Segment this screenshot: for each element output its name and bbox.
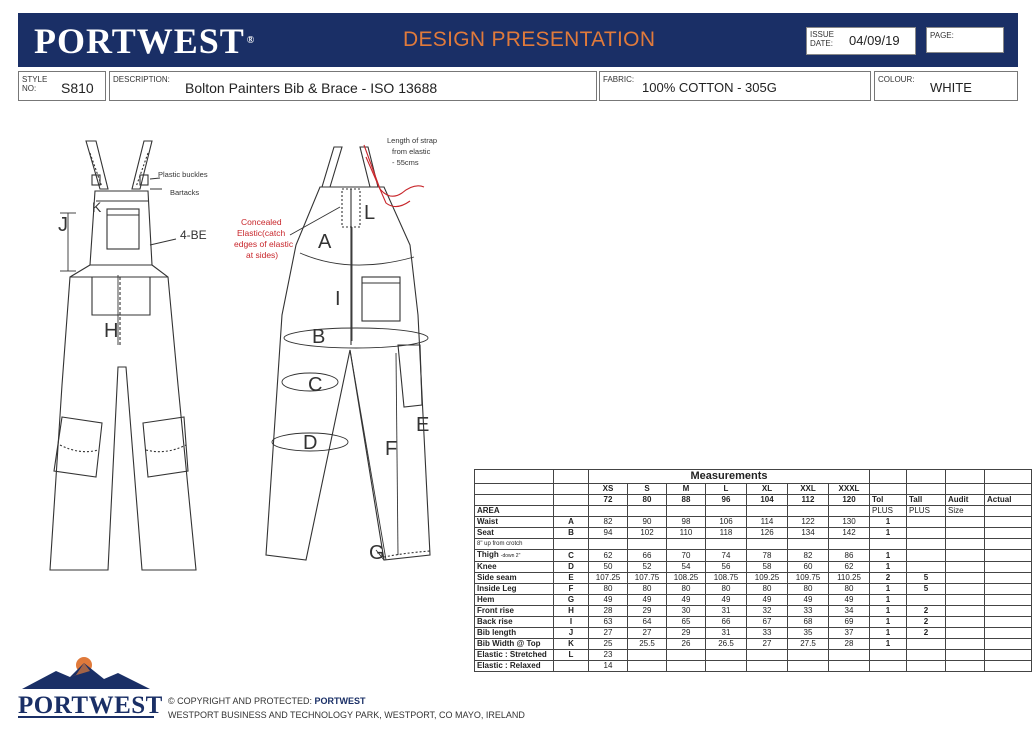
row-value: 28 xyxy=(829,639,870,650)
row-value xyxy=(747,661,788,672)
row-value xyxy=(788,661,829,672)
measure-g-label: G xyxy=(369,542,385,564)
row-tol: 2 xyxy=(870,573,907,584)
size-value: 96 xyxy=(706,495,747,506)
row-value: 142 xyxy=(829,528,870,539)
row-tol xyxy=(870,661,907,672)
row-value: 60 xyxy=(788,562,829,573)
row-value: 49 xyxy=(589,595,628,606)
row-tall: 2 xyxy=(907,606,946,617)
row-value: 86 xyxy=(829,550,870,562)
strap-length-label-3: - 55cms xyxy=(392,158,419,167)
row-code: F xyxy=(554,584,589,595)
table-row xyxy=(475,573,1032,584)
row-value: 102 xyxy=(628,528,667,539)
row-value: 94 xyxy=(589,528,628,539)
issue-date-label: ISSUE DATE: xyxy=(810,30,835,48)
row-value: 80 xyxy=(667,584,706,595)
row-value: 25 xyxy=(589,639,628,650)
measure-a-label: A xyxy=(318,231,332,253)
row-code: D xyxy=(554,562,589,573)
bartacks-label: Bartacks xyxy=(170,188,200,197)
measurements-table xyxy=(474,469,1032,672)
row-name: Thigh -down 2" xyxy=(475,550,554,562)
row-value xyxy=(628,661,667,672)
row-audit xyxy=(946,573,985,584)
row-actual xyxy=(985,617,1032,628)
row-tall xyxy=(907,562,946,573)
blank-cell xyxy=(554,470,589,484)
description-label: DESCRIPTION: xyxy=(113,75,170,84)
row-tol: 1 xyxy=(870,562,907,573)
row-value: 130 xyxy=(829,517,870,528)
row-name: Bib length xyxy=(475,628,554,639)
strap-length-label-2: from elastic xyxy=(392,147,431,156)
description-value: Bolton Painters Bib & Brace - ISO 13688 xyxy=(185,80,438,96)
row-code: C xyxy=(554,550,589,562)
row-name: Side seam xyxy=(475,573,554,584)
row-actual xyxy=(985,628,1032,639)
colour-box xyxy=(874,71,1018,101)
row-value: 90 xyxy=(628,517,667,528)
measure-d-label: D xyxy=(303,432,318,454)
row-value: 31 xyxy=(706,628,747,639)
row-tall: 5 xyxy=(907,573,946,584)
logo-text: PORTWEST xyxy=(34,21,245,61)
tall-plus-label: PLUS xyxy=(907,506,946,517)
row-value: 23 xyxy=(589,650,628,661)
row-tol: 1 xyxy=(870,628,907,639)
row-name: Knee xyxy=(475,562,554,573)
row-value: 34 xyxy=(829,606,870,617)
row-value xyxy=(706,661,747,672)
row-value: 80 xyxy=(829,584,870,595)
size-value: 112 xyxy=(788,495,829,506)
row-value: 29 xyxy=(667,628,706,639)
row-code: L xyxy=(554,650,589,661)
row-actual xyxy=(985,573,1032,584)
blank-cell xyxy=(554,539,589,550)
blank-cell xyxy=(554,495,589,506)
row-value: 126 xyxy=(747,528,788,539)
row-value: 106 xyxy=(706,517,747,528)
row-tall xyxy=(907,661,946,672)
row-name: Bib Width @ Top xyxy=(475,639,554,650)
row-value: 68 xyxy=(788,617,829,628)
row-audit xyxy=(946,639,985,650)
row-value: 32 xyxy=(747,606,788,617)
row-tall xyxy=(907,639,946,650)
measure-b-label: B xyxy=(312,326,326,348)
portwest-logo xyxy=(34,21,255,61)
row-name: Elastic : Relaxed xyxy=(475,661,554,672)
row-value: 66 xyxy=(628,550,667,562)
row-value: 110.25 xyxy=(829,573,870,584)
blank-cell xyxy=(788,506,829,517)
row-tall: 5 xyxy=(907,584,946,595)
row-audit xyxy=(946,517,985,528)
row-value: 35 xyxy=(788,628,829,639)
row-value: 30 xyxy=(667,606,706,617)
seat-note-row xyxy=(475,539,1032,550)
row-value: 26.5 xyxy=(706,639,747,650)
blank-cell xyxy=(788,539,829,550)
concealed-elastic-label-2: Elastic(catch xyxy=(237,228,286,238)
colour-value: WHITE xyxy=(930,80,972,95)
row-value: 98 xyxy=(667,517,706,528)
row-tol: 1 xyxy=(870,550,907,562)
row-value: 54 xyxy=(667,562,706,573)
row-value: 82 xyxy=(788,550,829,562)
row-value xyxy=(667,661,706,672)
blank-cell xyxy=(747,539,788,550)
size-label-row xyxy=(475,484,1032,495)
table-row xyxy=(475,584,1032,595)
row-value: 108.75 xyxy=(706,573,747,584)
size-value: 120 xyxy=(829,495,870,506)
row-audit xyxy=(946,584,985,595)
size-header: S xyxy=(628,484,667,495)
measure-i-label: I xyxy=(335,288,341,310)
row-name: Hem xyxy=(475,595,554,606)
size-header: L xyxy=(706,484,747,495)
row-actual xyxy=(985,562,1032,573)
blank-cell xyxy=(870,470,907,484)
row-value: 37 xyxy=(829,628,870,639)
size-value: 104 xyxy=(747,495,788,506)
row-value: 114 xyxy=(747,517,788,528)
header-banner xyxy=(18,13,1018,67)
row-tol: 1 xyxy=(870,517,907,528)
row-value: 65 xyxy=(667,617,706,628)
blank-cell xyxy=(870,539,907,550)
table-row xyxy=(475,606,1032,617)
blank-cell xyxy=(475,470,554,484)
row-tol: 1 xyxy=(870,639,907,650)
row-name: Elastic : Stretched xyxy=(475,650,554,661)
row-name: Inside Leg xyxy=(475,584,554,595)
row-note: -down 2" xyxy=(500,553,521,559)
row-actual xyxy=(985,528,1032,539)
row-value: 31 xyxy=(706,606,747,617)
row-value: 49 xyxy=(829,595,870,606)
blank-cell xyxy=(667,506,706,517)
row-tol: 1 xyxy=(870,528,907,539)
page-label: PAGE: xyxy=(930,31,954,40)
row-tol: 1 xyxy=(870,584,907,595)
row-value: 56 xyxy=(706,562,747,573)
row-value: 69 xyxy=(829,617,870,628)
measure-h-label: H xyxy=(104,320,119,342)
blank-cell xyxy=(706,506,747,517)
row-value: 134 xyxy=(788,528,829,539)
row-value: 122 xyxy=(788,517,829,528)
row-value: 64 xyxy=(628,617,667,628)
row-value xyxy=(667,650,706,661)
technical-drawing xyxy=(0,105,480,585)
row-value: 63 xyxy=(589,617,628,628)
row-audit xyxy=(946,528,985,539)
row-value: 50 xyxy=(589,562,628,573)
row-audit xyxy=(946,650,985,661)
issue-date-value: 04/09/19 xyxy=(849,33,900,48)
row-value: 118 xyxy=(706,528,747,539)
blank-cell xyxy=(946,539,985,550)
row-value: 49 xyxy=(706,595,747,606)
row-audit xyxy=(946,550,985,562)
size-value: 80 xyxy=(628,495,667,506)
plus-label: PLUS xyxy=(870,506,907,517)
blank-cell xyxy=(554,484,589,495)
table-title: Measurements xyxy=(589,470,870,484)
size-value: 88 xyxy=(667,495,706,506)
row-value: 14 xyxy=(589,661,628,672)
row-value xyxy=(829,661,870,672)
row-value: 107.25 xyxy=(589,573,628,584)
size-value: 72 xyxy=(589,495,628,506)
fabric-box xyxy=(599,71,871,101)
actual-header: Actual xyxy=(985,495,1032,506)
page-box xyxy=(926,27,1004,53)
row-value: 26 xyxy=(667,639,706,650)
row-value: 80 xyxy=(589,584,628,595)
row-code xyxy=(554,661,589,672)
plastic-buckles-label: Plastic buckles xyxy=(158,170,208,179)
row-code: E xyxy=(554,573,589,584)
row-tol: 1 xyxy=(870,606,907,617)
row-value: 28 xyxy=(589,606,628,617)
measure-f-label: F xyxy=(385,438,398,460)
blank-cell xyxy=(475,495,554,506)
table-row xyxy=(475,639,1032,650)
row-value: 80 xyxy=(747,584,788,595)
row-value: 66 xyxy=(706,617,747,628)
blank-cell xyxy=(667,539,706,550)
blank-cell xyxy=(475,484,554,495)
row-actual xyxy=(985,584,1032,595)
blank-cell xyxy=(829,506,870,517)
fabric-label: FABRIC: xyxy=(603,75,635,84)
row-value: 108.25 xyxy=(667,573,706,584)
row-actual xyxy=(985,606,1032,617)
registered-icon: ® xyxy=(246,35,256,46)
blank-cell xyxy=(829,539,870,550)
blank-cell xyxy=(589,539,628,550)
row-value: 62 xyxy=(589,550,628,562)
row-value: 49 xyxy=(667,595,706,606)
row-tall xyxy=(907,517,946,528)
row-value: 27.5 xyxy=(788,639,829,650)
row-name: Waist xyxy=(475,517,554,528)
row-value: 80 xyxy=(628,584,667,595)
row-name: Back rise xyxy=(475,617,554,628)
row-audit xyxy=(946,562,985,573)
back-view-garment xyxy=(266,147,430,560)
row-tall: 2 xyxy=(907,617,946,628)
fabric-value: 100% COTTON - 305G xyxy=(642,80,777,95)
table-row xyxy=(475,517,1032,528)
row-value: 52 xyxy=(628,562,667,573)
blank-cell xyxy=(628,506,667,517)
row-code: H xyxy=(554,606,589,617)
measure-l-label: L xyxy=(364,202,376,224)
description-box xyxy=(109,71,597,101)
row-value: 80 xyxy=(788,584,829,595)
blank-cell xyxy=(985,539,1032,550)
row-value: 27 xyxy=(589,628,628,639)
style-no-label: STYLE NO: xyxy=(22,75,48,93)
table-row xyxy=(475,628,1032,639)
row-value: 49 xyxy=(788,595,829,606)
row-value: 49 xyxy=(747,595,788,606)
blank-cell xyxy=(946,470,985,484)
issue-date-box xyxy=(806,27,916,55)
row-value: 33 xyxy=(747,628,788,639)
measure-c-label: C xyxy=(308,374,323,396)
table-row xyxy=(475,595,1032,606)
blank-cell xyxy=(554,506,589,517)
blank-cell xyxy=(985,506,1032,517)
row-tall xyxy=(907,528,946,539)
blank-cell xyxy=(747,506,788,517)
row-value xyxy=(706,650,747,661)
row-code: I xyxy=(554,617,589,628)
blank-cell xyxy=(985,484,1032,495)
size-label: Size xyxy=(946,506,985,517)
row-code: A xyxy=(554,517,589,528)
blank-cell xyxy=(589,506,628,517)
style-no-box xyxy=(18,71,106,101)
table-row xyxy=(475,528,1032,539)
blank-cell xyxy=(870,484,907,495)
row-value xyxy=(747,650,788,661)
row-value: 29 xyxy=(628,606,667,617)
table-row xyxy=(475,562,1032,573)
measure-j-label: J xyxy=(58,214,68,236)
area-header-row xyxy=(475,506,1032,517)
row-actual xyxy=(985,639,1032,650)
row-value: 82 xyxy=(589,517,628,528)
row-value: 107.75 xyxy=(628,573,667,584)
row-value: 62 xyxy=(829,562,870,573)
table-title-row xyxy=(475,470,1032,484)
row-value: 109.25 xyxy=(747,573,788,584)
row-tall xyxy=(907,550,946,562)
size-header: XXXL xyxy=(829,484,870,495)
row-audit xyxy=(946,595,985,606)
blank-cell xyxy=(628,539,667,550)
row-value: 27 xyxy=(628,628,667,639)
row-name: Seat xyxy=(475,528,554,539)
measure-k-label: K xyxy=(92,199,102,215)
front-view-garment xyxy=(50,141,196,570)
colour-label: COLOUR: xyxy=(878,75,915,84)
table-row xyxy=(475,650,1032,661)
blank-cell xyxy=(907,484,946,495)
address-line: WESTPORT BUSINESS AND TECHNOLOGY PARK, WESTPORT, CO MAYO, IRELAND xyxy=(168,710,525,720)
tall-header: Tall xyxy=(907,495,946,506)
table-row xyxy=(475,617,1032,628)
measure-e-label: E xyxy=(416,414,430,436)
row-value: 49 xyxy=(628,595,667,606)
blank-cell xyxy=(985,470,1032,484)
row-value: 67 xyxy=(747,617,788,628)
row-value xyxy=(829,650,870,661)
concealed-elastic-label-4: at sides) xyxy=(246,250,279,260)
size-header: XL xyxy=(747,484,788,495)
size-header: M xyxy=(667,484,706,495)
row-actual xyxy=(985,550,1032,562)
row-value: 109.75 xyxy=(788,573,829,584)
concealed-elastic-label-1: Concealed xyxy=(241,217,282,227)
row-value: 110 xyxy=(667,528,706,539)
row-actual xyxy=(985,595,1032,606)
row-audit xyxy=(946,606,985,617)
row-value: 80 xyxy=(706,584,747,595)
row-tol: 1 xyxy=(870,617,907,628)
row-actual xyxy=(985,517,1032,528)
row-value xyxy=(628,650,667,661)
area-label: AREA xyxy=(475,506,554,517)
blank-cell xyxy=(706,539,747,550)
row-value: 70 xyxy=(667,550,706,562)
blank-cell xyxy=(907,539,946,550)
row-audit xyxy=(946,617,985,628)
row-tol xyxy=(870,650,907,661)
row-value: 33 xyxy=(788,606,829,617)
copyright-line: © COPYRIGHT AND PROTECTED: PORTWEST xyxy=(168,696,366,706)
row-name: Front rise xyxy=(475,606,554,617)
concealed-elastic-label-3: edges of elastic xyxy=(234,239,294,249)
row-audit xyxy=(946,661,985,672)
row-code: J xyxy=(554,628,589,639)
row-value: 27 xyxy=(747,639,788,650)
row-tall xyxy=(907,650,946,661)
size-header: XXL xyxy=(788,484,829,495)
size-header: XS xyxy=(589,484,628,495)
four-be-label: 4-BE xyxy=(180,228,207,242)
row-code: G xyxy=(554,595,589,606)
row-value: 78 xyxy=(747,550,788,562)
row-actual xyxy=(985,661,1032,672)
strap-length-label-1: Length of strap xyxy=(387,136,438,145)
tol-header: Tol xyxy=(870,495,907,506)
seat-note: 8" up from crotch xyxy=(475,539,554,550)
blank-cell xyxy=(907,470,946,484)
row-audit xyxy=(946,628,985,639)
row-tall: 2 xyxy=(907,628,946,639)
row-actual xyxy=(985,650,1032,661)
row-value: 25.5 xyxy=(628,639,667,650)
blank-cell xyxy=(946,484,985,495)
audit-header: Audit xyxy=(946,495,985,506)
row-code: B xyxy=(554,528,589,539)
page-title: DESIGN PRESENTATION xyxy=(403,28,656,51)
row-tol: 1 xyxy=(870,595,907,606)
row-value: 58 xyxy=(747,562,788,573)
size-value-row xyxy=(475,495,1032,506)
table-row xyxy=(475,550,1032,562)
row-value: 74 xyxy=(706,550,747,562)
footer-logo-text: PORTWEST xyxy=(18,692,163,719)
table-row xyxy=(475,661,1032,672)
row-tall xyxy=(907,595,946,606)
row-value xyxy=(788,650,829,661)
row-code: K xyxy=(554,639,589,650)
style-no-value: S810 xyxy=(61,80,94,96)
